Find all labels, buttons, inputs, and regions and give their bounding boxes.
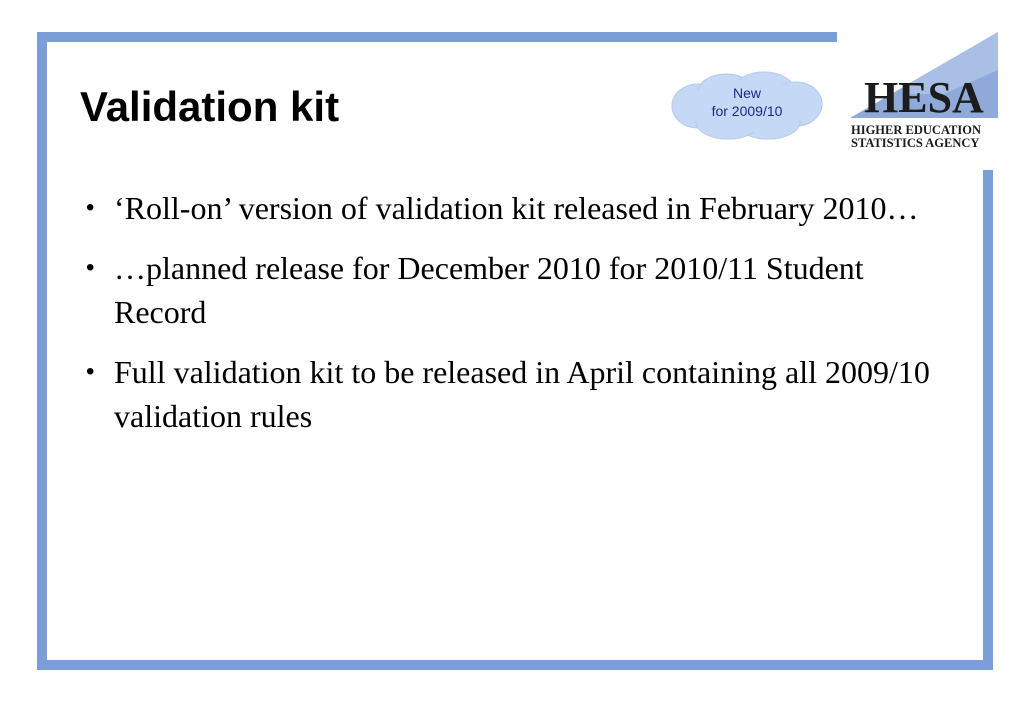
- bullet-item: [80, 350, 940, 438]
- badge-line-1: New: [732, 85, 761, 101]
- logo-line-2: STATISTICS AGENCY: [851, 136, 980, 150]
- bullet-text: Full validation kit to be released in April containing all 2009/10 validation rules: [114, 354, 930, 434]
- logo-line-1: HIGHER EDUCATION: [851, 123, 981, 137]
- logo-word: HESA: [864, 73, 984, 122]
- slide-title: Validation kit: [80, 83, 340, 130]
- bullet-text: ‘Roll-on’ version of validation kit released in February 2010…: [114, 190, 919, 226]
- bullet-icon: •: [86, 194, 95, 221]
- bullet-item: [80, 246, 940, 334]
- bullet-icon: •: [86, 358, 95, 385]
- hesa-logo: [848, 30, 1000, 152]
- new-badge: [668, 70, 826, 142]
- frame-bottom-border: [37, 660, 993, 670]
- bullet-list: [80, 186, 940, 454]
- frame-right-border: [983, 170, 993, 670]
- bullet-item: [80, 186, 940, 230]
- frame-left-border: [37, 32, 47, 670]
- badge-line-2: for 2009/10: [711, 103, 783, 119]
- bullet-text: …planned release for December 2010 for 2010/11 Student Record: [114, 250, 864, 330]
- bullet-icon: •: [86, 254, 95, 281]
- frame-top-border: [37, 32, 837, 42]
